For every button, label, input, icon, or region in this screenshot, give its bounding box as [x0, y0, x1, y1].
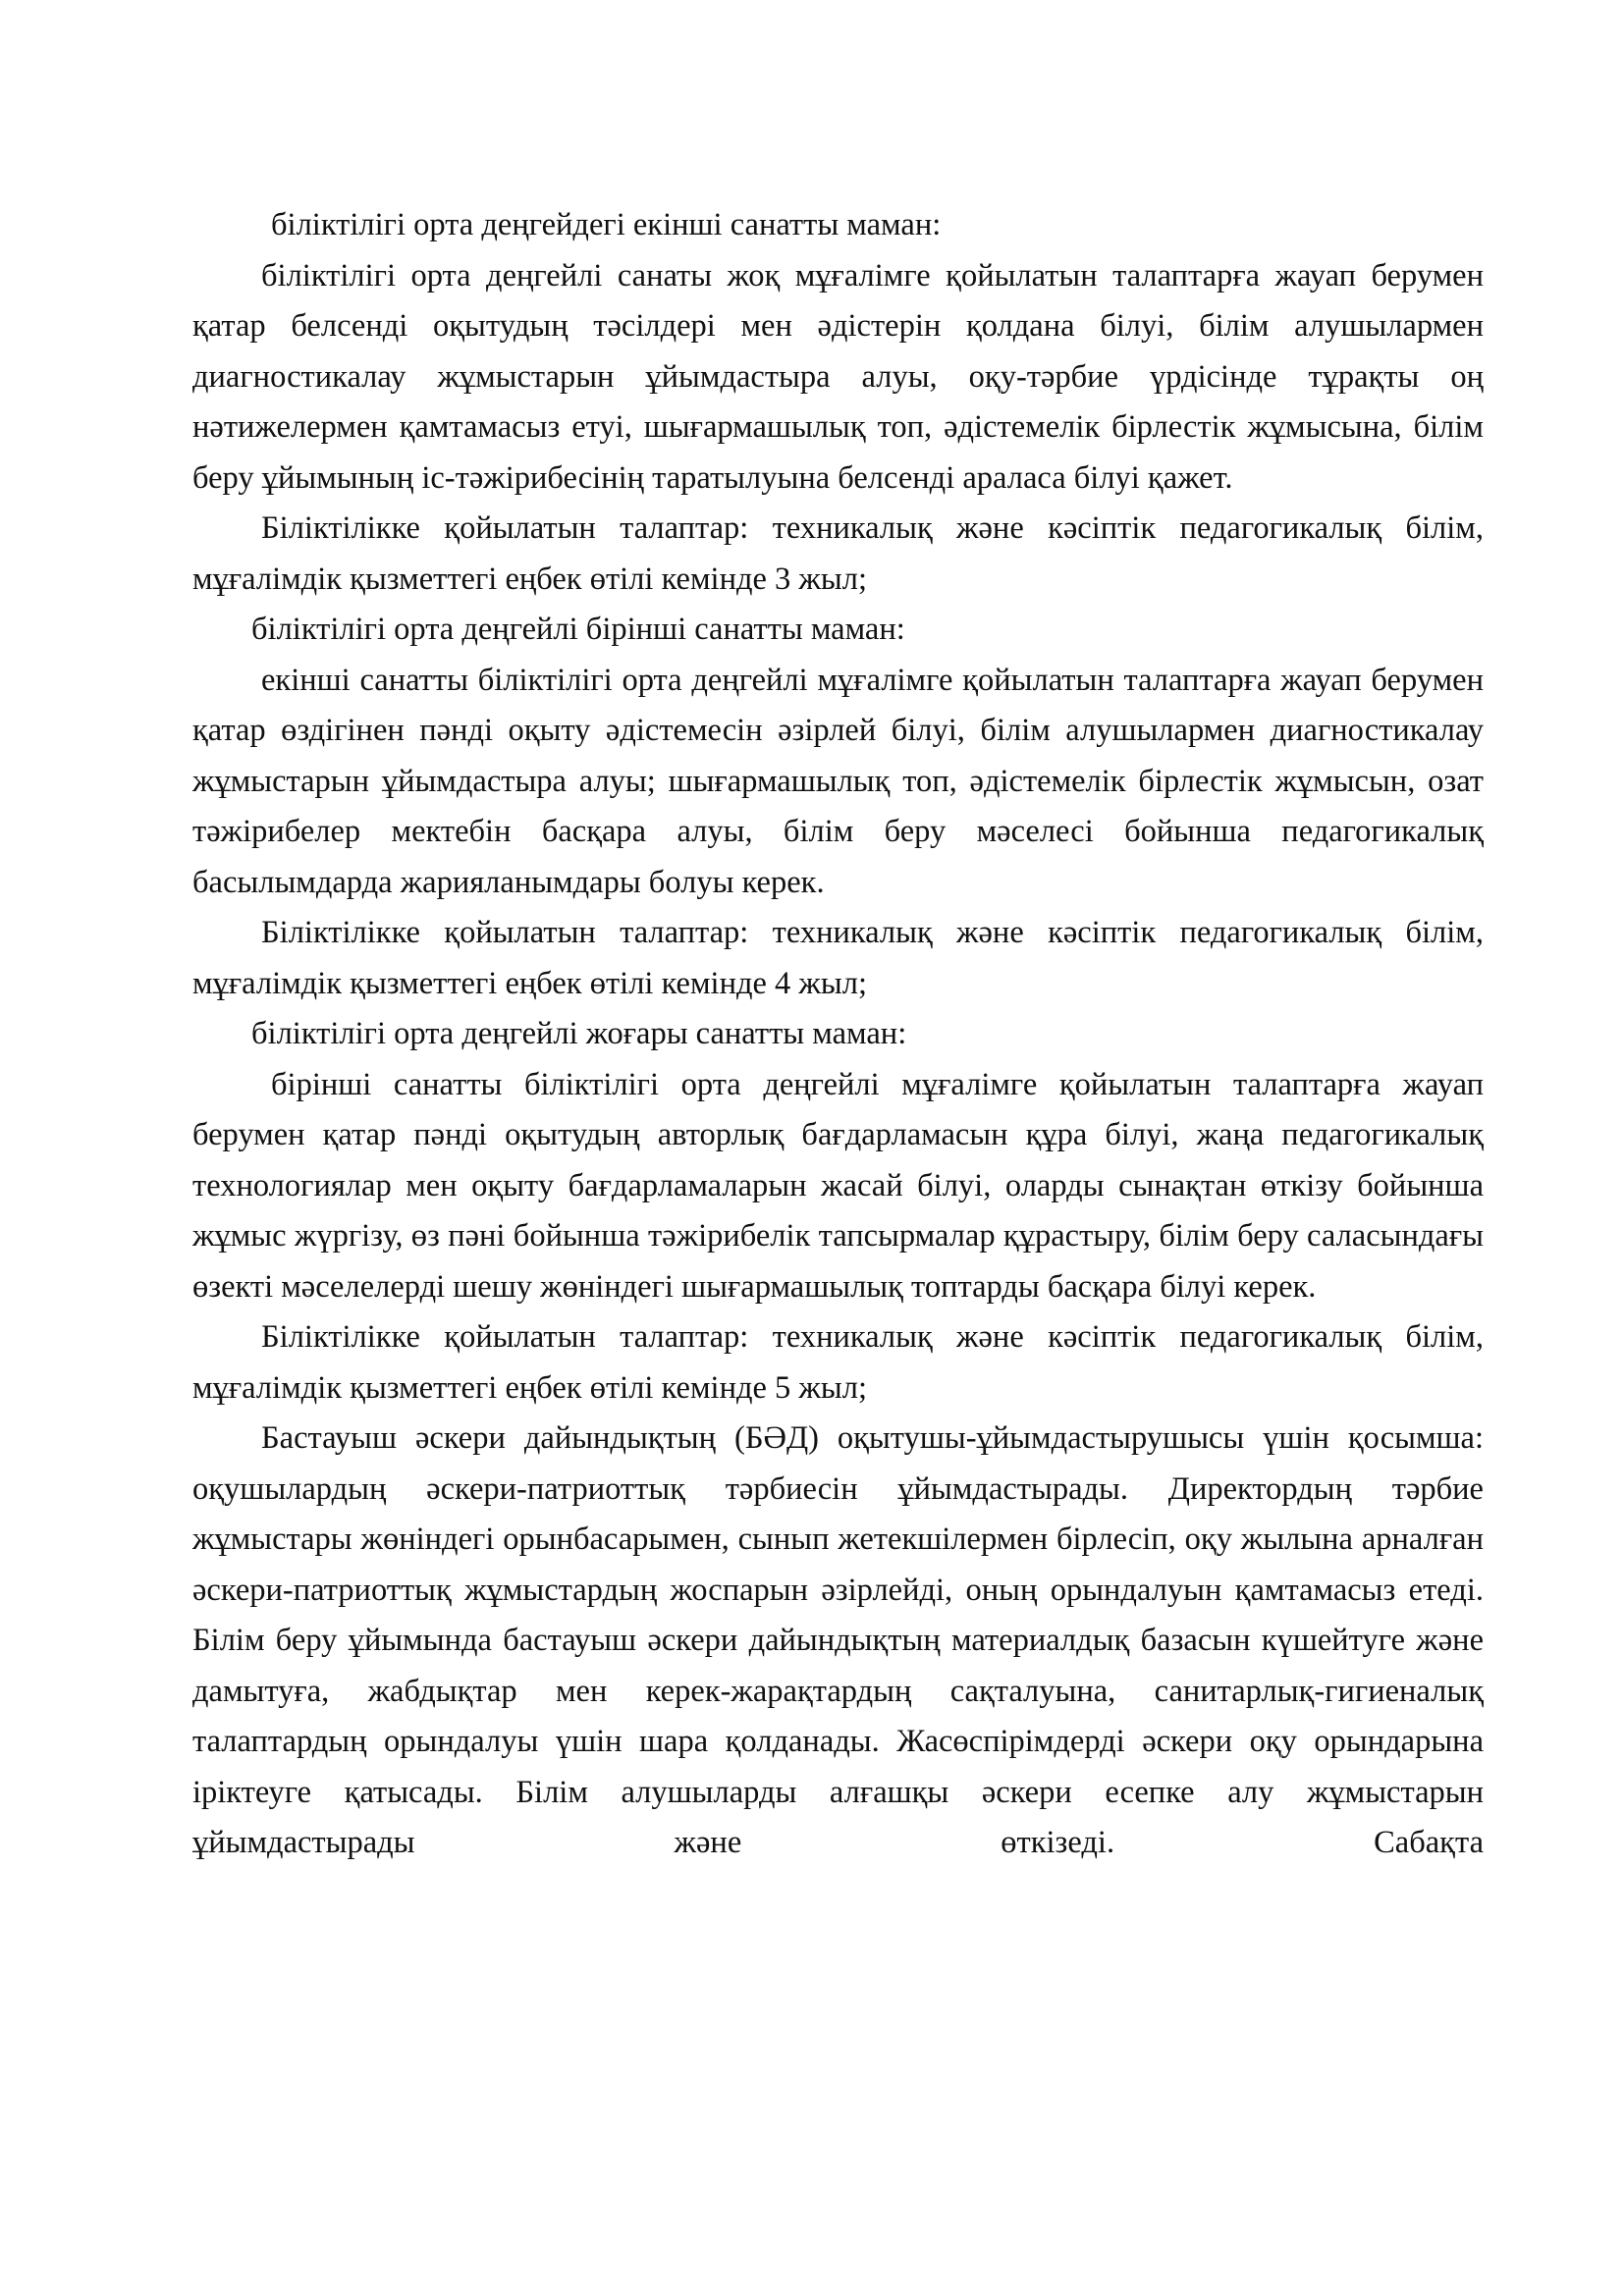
paragraph-qualification-requirements-4-years: Біліктілікке қойылатын талаптар: техникалық және кәсіптік педагогикалық білім, мұғалімдік қызметтегі еңбек өтілі кемінде 4 жыл;: [192, 915, 1484, 1001]
paragraph-second-category-heading: біліктілігі орта деңгейдегі екінші санатты маман:: [271, 207, 942, 242]
paragraph-second-category-requirements: біліктілігі орта деңгейлі санаты жоқ мұғалімге қойылатын талаптарға жауап берумен қатар белсенді оқытудың тәсілдері мен әдістерін қолдана білуі, білім алушылармен диагностикалау жұмыстарын ұйымдастыра алуы, оқу-тәрбие үрдісінде тұрақты оң нәтижелермен қамтамасыз етуі, шығармашылық топ, әдістемелік бірлестік жұмысына, білім беру ұйымының іс-тәжірибесінің таратылуына белсенді араласа білуі қажет.: [192, 257, 1484, 496]
paragraph-first-category-requirements: екінші санатты біліктілігі орта деңгейлі мұғалімге қойылатын талаптарға жауап берумен қатар өздігінен пәнді оқыту әдістемесін әзірлей білуі, білім алушылармен диагностикалау жұмыстарын ұйымдастыра алуы; шығармашылық топ, әдістемелік бірлестік жұмысын, озат тәжірибелер мектебін басқара алуы, білім беру мәселесі бойынша педагогикалық басылымдарда жарияланымдары болуы керек.: [192, 662, 1484, 900]
paragraph-qualification-requirements-3-years: Біліктілікке қойылатын талаптар: техникалық және кәсіптік педагогикалық білім, мұғалімдік қызметтегі еңбек өтілі кемінде 3 жыл;: [192, 510, 1484, 597]
paragraph-first-category-heading: біліктілігі орта деңгейлі бірінші санатты маман:: [251, 612, 905, 647]
paragraph-highest-category-heading: біліктілігі орта деңгейлі жоғары санатты маман:: [251, 1016, 907, 1051]
document-page: [192, 200, 1484, 1869]
paragraph-highest-category-requirements: бірінші санатты біліктілігі орта деңгейлі мұғалімге қойылатын талаптарға жауап берумен қатар пәнді оқытудың авторлық бағдарламасын құра білуі, жаңа педагогикалық технологиялар мен оқыту бағдарламаларын жасай білуі, оларды сынақтан өткізу бойынша жұмыс жүргізу, өз пәні бойынша тәжірибелік тапсырмалар құрастыру, білім беру саласындағы өзекті мәселелерді шешу жөніндегі шығармашылық топтарды басқара білуі керек.: [192, 1066, 1484, 1305]
paragraph-qualification-requirements-5-years: Біліктілікке қойылатын талаптар: техникалық және кәсіптік педагогикалық білім, мұғалімдік қызметтегі еңбек өтілі кемінде 5 жыл;: [192, 1319, 1484, 1406]
paragraph-military-training-organizer: Бастауыш әскери дайындықтың (БӘД) оқытушы-ұйымдастырушысы үшін қосымша: оқушылардың әскери-патриоттық тәрбиесін ұйымдастырады. Директордың тәрбие жұмыстары жөніндегі орынбасарымен, сынып жетекшілермен бірлесіп, оқу жылына арналған әскери-патриоттық жұмыстардың жоспарын әзірлейді, оның орындалуын қамтамасыз етеді. Білім беру ұйымында бастауыш әскери дайындықтың материалдық базасын күшейтуге және дамытуға, жабдықтар мен керек-жарақтардың сақталуына, санитарлық-гигиеналық талаптардың орындалуы үшін шара қолданады. Жасөспірімдерді әскери оқу орындарына іріктеуге қатысады. Білім алушыларды алғашқы әскери есепке алу жұмыстарын ұйымдастырады және өткізеді. Сабақта: [192, 1420, 1484, 1860]
